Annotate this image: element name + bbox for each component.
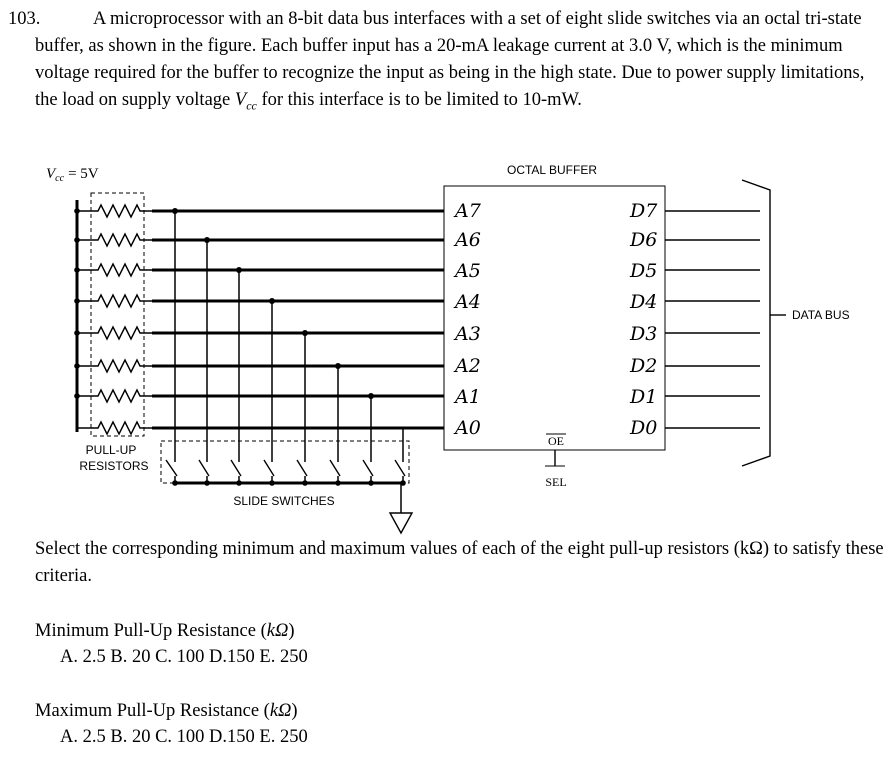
vcc-label: $V_{cc} = 5V$ — [46, 166, 99, 184]
pullup-label-2: RESISTORS — [79, 459, 149, 473]
svg-text:A4: A4 — [455, 291, 481, 313]
slide-switches — [166, 460, 405, 476]
svg-text:D0: D0 — [630, 417, 658, 439]
svg-text:D3: D3 — [630, 323, 658, 345]
svg-text:A3: A3 — [455, 323, 481, 345]
max-resistance-options: A. 2.5 B. 20 C. 100 D.150 E. 250 — [60, 727, 308, 747]
vcc-symbol: $V_{cc}$ — [234, 90, 257, 113]
octal-buffer — [444, 186, 665, 450]
svg-text:A0: A0 — [455, 417, 481, 439]
ground-icon — [390, 513, 412, 533]
svg-text:A7: A7 — [455, 200, 481, 222]
circuit-figure — [0, 150, 892, 540]
buffer-inputs — [453, 200, 482, 439]
problem-text-before: A microprocessor with an 8-bit data bus interfaces with a set of eight slide switches via an octal tri-state buffer, as shown in the figure. Each buffer input has a 20-mA leakage current at 3.0 V, which is the minimum voltage required for the buffer to recognize the input as being in the high state. Due to power supply limitations, the load on supply voltage — [35, 9, 865, 110]
question-text: Select the corresponding minimum and maximum values of each of the eight pull-up resistors (kΩ) to satisfy these criteria. — [35, 539, 884, 586]
svg-text:A5: A5 — [455, 260, 481, 282]
min-resistance-title: Minimum Pull-Up Resistance (kΩ) — [35, 621, 295, 641]
svg-text:D5: D5 — [630, 260, 658, 282]
max-resistance-title: Maximum Pull-Up Resistance (kΩ) — [35, 701, 298, 721]
svg-text:D4: D4 — [630, 291, 658, 313]
input-lines — [152, 211, 444, 428]
problem-text — [8, 6, 884, 120]
min-resistance-options: A. 2.5 B. 20 C. 100 D.150 E. 250 — [60, 647, 308, 667]
svg-text:A2: A2 — [455, 355, 481, 377]
svg-text:D1: D1 — [630, 386, 658, 408]
sel-label: SEL — [545, 475, 567, 489]
output-lines — [665, 211, 760, 428]
switches-box — [161, 441, 409, 483]
max-resistance-block — [35, 698, 308, 750]
buffer-title: OCTAL BUFFER — [506, 163, 598, 177]
svg-text:A6: A6 — [455, 229, 481, 251]
switches-label: SLIDE SWITCHES — [233, 494, 335, 508]
problem-statement — [8, 6, 884, 120]
svg-text:D6: D6 — [630, 229, 658, 251]
pullup-label-1: PULL-UP — [85, 443, 137, 457]
svg-text:A1: A1 — [455, 386, 481, 408]
pullup-resistors — [77, 205, 152, 434]
svg-text:D2: D2 — [630, 355, 658, 377]
buffer-outputs — [629, 200, 658, 439]
min-resistance-block — [35, 618, 308, 670]
svg-text:D7: D7 — [630, 200, 658, 222]
data-bus-brace — [742, 180, 770, 466]
oe-label: OE — [548, 434, 564, 448]
problem-number: 103. — [8, 9, 41, 29]
problem-text-after: for this interface is to be limited to 10-mW. — [261, 90, 582, 110]
tap-junctions — [172, 208, 374, 399]
data-bus-label: DATA BUS — [792, 308, 850, 322]
switch-taps — [175, 211, 403, 462]
